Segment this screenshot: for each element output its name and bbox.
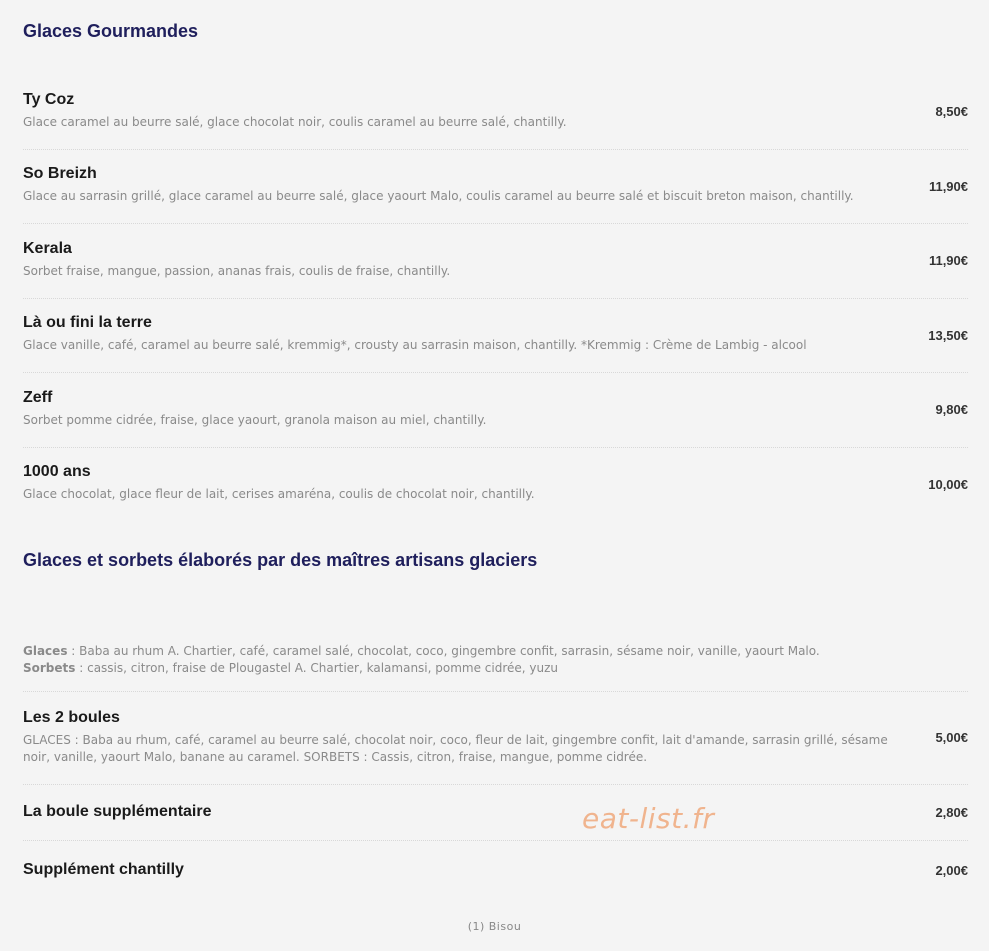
section-title-maitres-artisans: Glaces et sorbets élaborés par des maîtres artisans glaciers [23,550,538,570]
sorbets-flavors: : cassis, citron, fraise de Plougastel A. Chartier, kalamansi, pomme cidrée, yuzu [75,661,559,675]
item-description: Glace chocolat, glace fleur de lait, cerises amaréna, coulis de chocolat noir, chantilly. [23,487,535,501]
item-name: Là ou fini la terre [23,314,152,331]
glaces-flavors: : Baba au rhum A. Chartier, café, caramel salé, chocolat, coco, gingembre confit, sarrasin, sésame noir, vanille, yaourt Malo. [67,644,820,658]
item-description: Glace au sarrasin grillé, glace caramel au beurre salé, glace yaourt Malo, coulis caramel au beurre salé et biscuit breton maison, chantilly. [23,189,854,203]
item-name: Zeff [23,389,53,406]
item-name: Les 2 boules [23,709,120,726]
item-description: Glace caramel au beurre salé, glace chocolat noir, coulis caramel au beurre salé, chantilly. [23,115,567,129]
item-name: Kerala [23,240,72,257]
item-price: 5,00€ [935,730,968,745]
menu-item-1000-ans [23,462,968,521]
watermark: eat-list.fr [582,802,715,835]
menu-item-so-breizh [23,164,968,224]
item-price: 2,00€ [935,863,968,878]
menu-item-zeff [23,388,968,448]
item-price: 11,90€ [928,253,968,268]
glaces-label: Glaces [23,644,68,658]
item-description: Sorbet pomme cidrée, fraise, glace yaourt, granola maison au miel, chantilly. [23,413,487,427]
item-name: Supplément chantilly [23,861,184,878]
item-name: Ty Coz [23,91,75,108]
item-price: 10,00€ [928,477,968,492]
section-title-glaces-gourmandes: Glaces Gourmandes [23,21,199,41]
item-name: So Breizh [23,165,97,182]
item-price: 8,50€ [935,104,968,119]
menu-item-la-ou-fini-la-terre [23,313,968,373]
menu-item-kerala [23,239,968,299]
sorbets-label: Sorbets [23,661,76,675]
item-price: 11,90€ [928,179,968,194]
item-description: Sorbet fraise, mangue, passion, ananas frais, coulis de fraise, chantilly. [23,264,451,278]
item-price: 13,50€ [928,328,968,343]
sorbets-flavors-line [23,660,968,677]
item-description: GLACES : Baba au rhum, café, caramel au beurre salé, chocolat noir, coco, fleur de lait, gingembre confit, lait d'amande, sarrasin grillé, sésame noir, vanille, yaourt Malo, banane au caramel. SORBETS : Cassis, citron, fraise, mangue, pomme cidrée. [23,733,888,764]
menu-item-supplement-chantilly [23,860,968,898]
footnote: (1) Bisou [467,920,522,933]
menu-item-les-2-boules [23,708,968,785]
item-name: La boule supplémentaire [23,803,212,820]
item-price: 2,80€ [935,805,968,820]
flavors-info [23,643,968,692]
item-name: 1000 ans [23,463,91,480]
glaces-flavors-line [23,643,968,660]
menu-item-ty-coz [23,90,968,150]
item-price: 9,80€ [935,402,968,417]
menu-item-boule-supplementaire [23,802,968,841]
item-description: Glace vanille, café, caramel au beurre salé, kremmig*, crousty au sarrasin maison, chantilly. *Kremmig : Crème de Lambig - alcool [23,338,807,352]
